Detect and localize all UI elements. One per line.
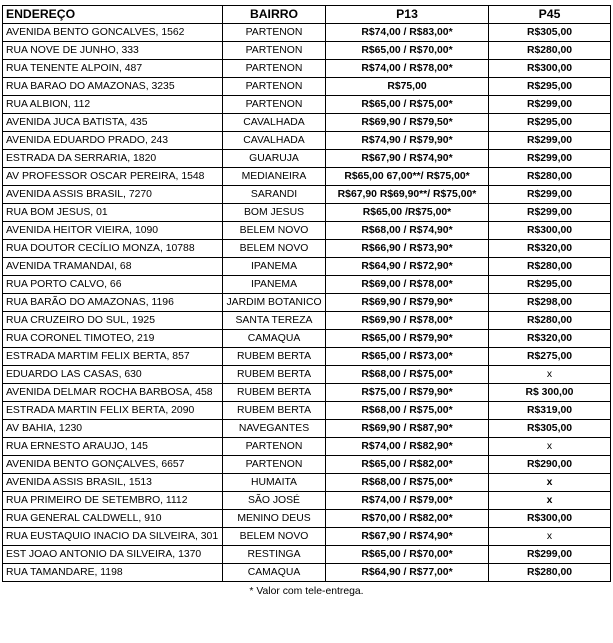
cell-bairro: RUBEM BERTA — [223, 402, 326, 420]
cell-p45: x — [489, 438, 611, 456]
cell-p45: R$299,00 — [489, 150, 611, 168]
table-row — [3, 114, 611, 132]
cell-endereco: AVENIDA DELMAR ROCHA BARBOSA, 458 — [3, 384, 223, 402]
cell-p45: R$280,00 — [489, 312, 611, 330]
cell-p13: R$74,00 / R$79,00* — [326, 492, 489, 510]
table-row — [3, 60, 611, 78]
header-endereco: ENDEREÇO — [3, 6, 223, 24]
cell-p13: R$69,90 / R$87,90* — [326, 420, 489, 438]
cell-p13: R$67,90 / R$74,90* — [326, 150, 489, 168]
header-p13: P13 — [326, 6, 489, 24]
cell-bairro: PARTENON — [223, 24, 326, 42]
cell-bairro: RUBEM BERTA — [223, 384, 326, 402]
table-row — [3, 294, 611, 312]
cell-p13: R$68,00 / R$74,90* — [326, 222, 489, 240]
table-row — [3, 438, 611, 456]
cell-p45: R$320,00 — [489, 240, 611, 258]
cell-endereco: RUA ALBION, 112 — [3, 96, 223, 114]
cell-bairro: SANTA TEREZA — [223, 312, 326, 330]
cell-p13: R$65,00 / R$70,00* — [326, 546, 489, 564]
cell-p13: R$65,00 / R$75,00* — [326, 96, 489, 114]
cell-p45: R$280,00 — [489, 258, 611, 276]
cell-p13: R$65,00 / R$73,00* — [326, 348, 489, 366]
cell-bairro: BOM JESUS — [223, 204, 326, 222]
table-row — [3, 456, 611, 474]
cell-p13: R$64,90 / R$77,00* — [326, 564, 489, 582]
table-row — [3, 546, 611, 564]
cell-p13: R$64,90 / R$72,90* — [326, 258, 489, 276]
cell-bairro: CAMAQUA — [223, 330, 326, 348]
cell-p45: R$280,00 — [489, 42, 611, 60]
table-row — [3, 312, 611, 330]
cell-bairro: PARTENON — [223, 60, 326, 78]
cell-bairro: IPANEMA — [223, 276, 326, 294]
table-row — [3, 564, 611, 582]
cell-p45: R$299,00 — [489, 186, 611, 204]
table-row — [3, 276, 611, 294]
cell-endereco: AVENIDA BENTO GONCALVES, 1562 — [3, 24, 223, 42]
cell-endereco: AVENIDA EDUARDO PRADO, 243 — [3, 132, 223, 150]
cell-endereco: ESTRADA MARTIM FELIX BERTA, 857 — [3, 348, 223, 366]
cell-bairro: RESTINGA — [223, 546, 326, 564]
cell-endereco: ESTRADA DA SERRARIA, 1820 — [3, 150, 223, 168]
cell-endereco: AVENIDA TRAMANDAI, 68 — [3, 258, 223, 276]
cell-p13: R$70,00 / R$82,00* — [326, 510, 489, 528]
cell-p45: R$275,00 — [489, 348, 611, 366]
cell-bairro: MENINO DEUS — [223, 510, 326, 528]
cell-bairro: RUBEM BERTA — [223, 348, 326, 366]
table-row — [3, 258, 611, 276]
table-row — [3, 510, 611, 528]
cell-p45: R$300,00 — [489, 222, 611, 240]
cell-p45: R$320,00 — [489, 330, 611, 348]
cell-endereco: RUA TAMANDARE, 1198 — [3, 564, 223, 582]
table-row — [3, 42, 611, 60]
cell-p13: R$65,00 / R$82,00* — [326, 456, 489, 474]
cell-endereco: RUA PORTO CALVO, 66 — [3, 276, 223, 294]
table-row — [3, 402, 611, 420]
cell-endereco: RUA BARÃO DO AMAZONAS, 1196 — [3, 294, 223, 312]
table-row — [3, 240, 611, 258]
cell-p13: R$66,90 / R$73,90* — [326, 240, 489, 258]
cell-p45: R$300,00 — [489, 510, 611, 528]
cell-p45: R$280,00 — [489, 564, 611, 582]
table-row — [3, 132, 611, 150]
cell-bairro: SARANDI — [223, 186, 326, 204]
cell-bairro: CAVALHADA — [223, 132, 326, 150]
footnote-row — [3, 582, 611, 601]
cell-p45: R$290,00 — [489, 456, 611, 474]
cell-p13: R$67,90 R$69,90**/ R$75,00* — [326, 186, 489, 204]
cell-p13: R$69,00 / R$78,00* — [326, 276, 489, 294]
cell-p13: R$74,00 / R$78,00* — [326, 60, 489, 78]
cell-p45: R$298,00 — [489, 294, 611, 312]
cell-p13: R$68,00 / R$75,00* — [326, 366, 489, 384]
cell-p13: R$75,00 — [326, 78, 489, 96]
cell-bairro: NAVEGANTES — [223, 420, 326, 438]
cell-p13: R$74,00 / R$83,00* — [326, 24, 489, 42]
cell-endereco: AV BAHIA, 1230 — [3, 420, 223, 438]
cell-p13: R$65,00 / R$79,90* — [326, 330, 489, 348]
table-row — [3, 492, 611, 510]
cell-bairro: PARTENON — [223, 78, 326, 96]
cell-bairro: SÃO JOSÉ — [223, 492, 326, 510]
cell-p13: R$65,00 /R$75,00* — [326, 204, 489, 222]
table-row — [3, 366, 611, 384]
table-row — [3, 78, 611, 96]
cell-bairro: CAVALHADA — [223, 114, 326, 132]
header-row — [3, 6, 611, 24]
table-row — [3, 474, 611, 492]
cell-p45: R$295,00 — [489, 114, 611, 132]
cell-p13: R$65,00 / R$70,00* — [326, 42, 489, 60]
cell-p13: R$68,00 / R$75,00* — [326, 402, 489, 420]
cell-endereco: RUA NOVE DE JUNHO, 333 — [3, 42, 223, 60]
cell-endereco: RUA CORONEL TIMOTEO, 219 — [3, 330, 223, 348]
cell-bairro: BELEM NOVO — [223, 528, 326, 546]
cell-p45: x — [489, 474, 611, 492]
cell-endereco: RUA BOM JESUS, 01 — [3, 204, 223, 222]
table-row — [3, 204, 611, 222]
cell-p45: R$319,00 — [489, 402, 611, 420]
cell-p45: x — [489, 528, 611, 546]
cell-endereco: EDUARDO LAS CASAS, 630 — [3, 366, 223, 384]
cell-endereco: RUA DOUTOR CECÍLIO MONZA, 10788 — [3, 240, 223, 258]
cell-p13: R$65,00 67,00**/ R$75,00* — [326, 168, 489, 186]
cell-bairro: IPANEMA — [223, 258, 326, 276]
cell-p45: R$295,00 — [489, 276, 611, 294]
cell-bairro: CAMAQUA — [223, 564, 326, 582]
cell-bairro: BELEM NOVO — [223, 240, 326, 258]
header-bairro: BAIRRO — [223, 6, 326, 24]
table-row — [3, 168, 611, 186]
cell-p45: R$299,00 — [489, 546, 611, 564]
cell-endereco: RUA GENERAL CALDWELL, 910 — [3, 510, 223, 528]
cell-endereco: AVENIDA HEITOR VIEIRA, 1090 — [3, 222, 223, 240]
cell-endereco: RUA CRUZEIRO DO SUL, 1925 — [3, 312, 223, 330]
cell-bairro: GUARUJA — [223, 150, 326, 168]
cell-p13: R$68,00 / R$75,00* — [326, 474, 489, 492]
cell-endereco: RUA ERNESTO ARAUJO, 145 — [3, 438, 223, 456]
cell-bairro: MEDIANEIRA — [223, 168, 326, 186]
cell-p13: R$74,90 / R$79,90* — [326, 132, 489, 150]
cell-endereco: AVENIDA ASSIS BRASIL, 7270 — [3, 186, 223, 204]
table-row — [3, 96, 611, 114]
cell-endereco: RUA PRIMEIRO DE SETEMBRO, 1112 — [3, 492, 223, 510]
cell-endereco: AVENIDA JUCA BATISTA, 435 — [3, 114, 223, 132]
table-row — [3, 330, 611, 348]
cell-endereco: RUA TENENTE ALPOIN, 487 — [3, 60, 223, 78]
cell-p45: R$300,00 — [489, 60, 611, 78]
cell-p45: R$280,00 — [489, 168, 611, 186]
table-row — [3, 528, 611, 546]
price-table — [2, 5, 611, 600]
cell-p45: x — [489, 492, 611, 510]
cell-endereco: ESTRADA MARTIN FELIX BERTA, 2090 — [3, 402, 223, 420]
cell-p13: R$69,90 / R$79,90* — [326, 294, 489, 312]
cell-p13: R$69,90 / R$79,50* — [326, 114, 489, 132]
cell-bairro: PARTENON — [223, 438, 326, 456]
cell-p45: R$305,00 — [489, 24, 611, 42]
cell-p13: R$75,00 / R$79,90* — [326, 384, 489, 402]
footnote: * Valor com tele-entrega. — [249, 586, 364, 597]
cell-bairro: PARTENON — [223, 456, 326, 474]
cell-p45: R$299,00 — [489, 204, 611, 222]
cell-bairro: HUMAITA — [223, 474, 326, 492]
cell-bairro: BELEM NOVO — [223, 222, 326, 240]
cell-endereco: RUA EUSTAQUIO INACIO DA SILVEIRA, 301 — [3, 528, 223, 546]
cell-p45: R$ 300,00 — [489, 384, 611, 402]
cell-p45: R$299,00 — [489, 132, 611, 150]
cell-endereco: AVENIDA BENTO GONÇALVES, 6657 — [3, 456, 223, 474]
cell-p45: R$295,00 — [489, 78, 611, 96]
cell-endereco: AVENIDA ASSIS BRASIL, 1513 — [3, 474, 223, 492]
header-p45: P45 — [489, 6, 611, 24]
table-row — [3, 348, 611, 366]
table-row — [3, 186, 611, 204]
cell-p45: x — [489, 366, 611, 384]
table-row — [3, 222, 611, 240]
table-row — [3, 384, 611, 402]
cell-bairro: JARDIM BOTANICO — [223, 294, 326, 312]
cell-bairro: RUBEM BERTA — [223, 366, 326, 384]
cell-endereco: EST JOAO ANTONIO DA SILVEIRA, 1370 — [3, 546, 223, 564]
cell-p13: R$74,00 / R$82,90* — [326, 438, 489, 456]
cell-p13: R$67,90 / R$74,90* — [326, 528, 489, 546]
table-row — [3, 24, 611, 42]
cell-p45: R$305,00 — [489, 420, 611, 438]
cell-endereco: RUA BARAO DO AMAZONAS, 3235 — [3, 78, 223, 96]
cell-p13: R$69,90 / R$78,00* — [326, 312, 489, 330]
table-row — [3, 420, 611, 438]
cell-bairro: PARTENON — [223, 42, 326, 60]
cell-endereco: AV PROFESSOR OSCAR PEREIRA, 1548 — [3, 168, 223, 186]
cell-bairro: PARTENON — [223, 96, 326, 114]
table-row — [3, 150, 611, 168]
cell-p45: R$299,00 — [489, 96, 611, 114]
